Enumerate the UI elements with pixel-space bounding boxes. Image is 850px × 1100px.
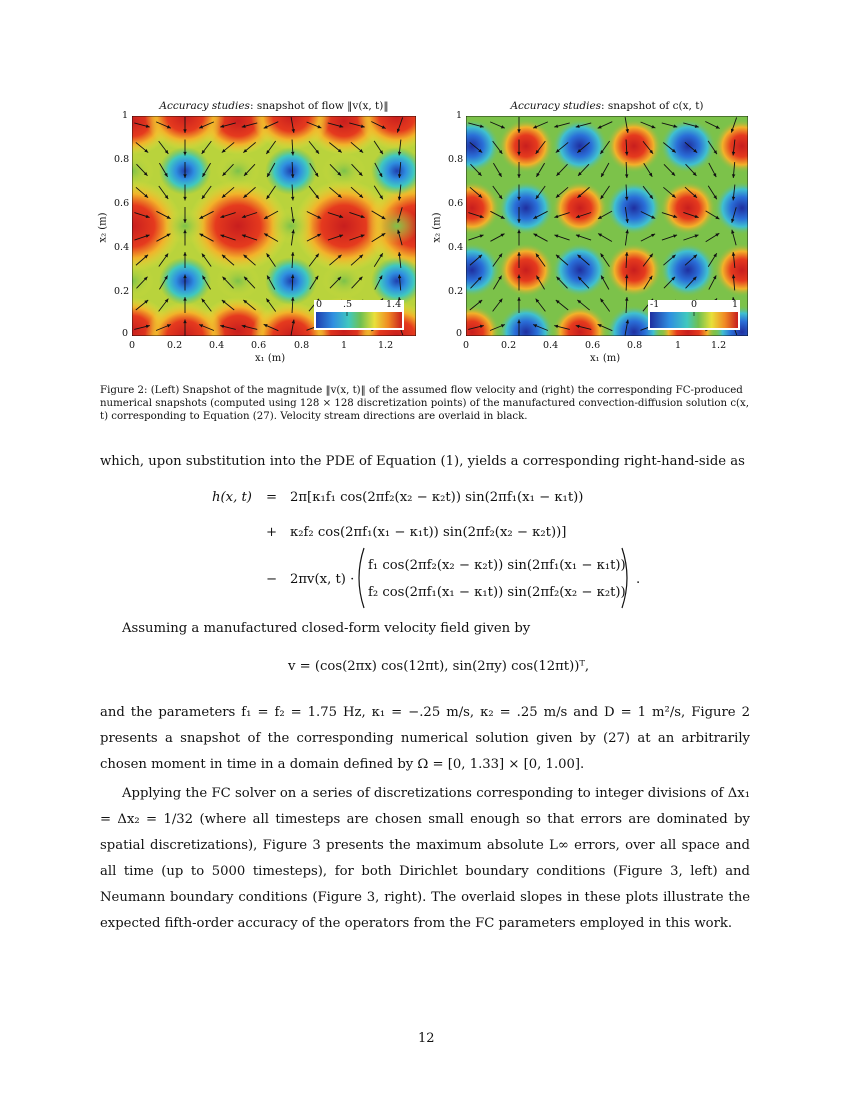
paragraph-3: and the parameters f₁ = f₂ = 1.75 Hz, κ₁ = −.25 m/s, κ₂ = .25 m/s and D = 1 m²/s, Figure 2 presents a snapshot of the corresponding numerical solution given by (27) at an arbitrarily chosen moment in time in a domain defined by Ω = [0, 1.33] × [0, 1.00].: [100, 705, 750, 772]
right-xtick-3: 0.6: [585, 340, 601, 351]
page-number: 12: [418, 1031, 435, 1046]
eq-h-vector-row2: f₂ cos(2πf₁(x₁ − κ₁t)) sin(2πf₂(x₂ − κ₂t)): [368, 585, 626, 600]
right-xtick-4: 0.8: [627, 340, 643, 351]
right-colorbar-tick-0: -1: [650, 299, 660, 310]
paragraph-2: Assuming a manufactured closed-form velocity field given by: [122, 621, 531, 636]
eq-h-line2: κ₂f₂ cos(2πf₁(x₁ − κ₁t)) sin(2πf₂(x₂ − κ₂t))]: [290, 525, 567, 540]
eq-h-line3-prefix: 2πv(x, t) ·: [290, 572, 355, 587]
right-xtick-0: 0: [463, 340, 470, 351]
left-xtick-5: 1: [341, 340, 348, 351]
eq-h-line1: 2π[κ₁f₁ cos(2πf₂(x₂ − κ₂t)) sin(2πf₁(x₁ − κ₁t)): [290, 490, 584, 505]
left-colorbar-tick-0: 0: [316, 299, 323, 310]
right-xtick-1: 0.2: [501, 340, 517, 351]
left-xtick-1: 0.2: [167, 340, 183, 351]
right-plot-title: Accuracy studies: snapshot of c(x, t): [510, 100, 704, 112]
eq-h-vector-row1: f₁ cos(2πf₂(x₂ − κ₂t)) sin(2πf₁(x₁ − κ₁t)): [368, 558, 626, 573]
right-xtick-5: 1: [675, 340, 682, 351]
right-ytick-5: 1: [456, 110, 463, 121]
left-ylabel: x₂ (m): [97, 212, 109, 243]
left-colorbar-tick-1: .5: [343, 299, 353, 310]
left-ytick-1: 0.2: [114, 286, 130, 297]
right-colorbar-tick-1: 0: [691, 299, 698, 310]
right-xtick-6: 1.2: [711, 340, 727, 351]
right-ylabel: x₂ (m): [431, 212, 443, 243]
eq-h-equals: =: [266, 490, 278, 505]
right-ytick-3: 0.6: [448, 198, 464, 209]
eq-h-op2: +: [266, 525, 278, 540]
right-ytick-4: 0.8: [448, 154, 464, 165]
eq-h-op3: −: [266, 572, 278, 587]
right-xtick-2: 0.4: [543, 340, 559, 351]
right-ytick-0: 0: [456, 328, 463, 339]
left-xtick-0: 0: [129, 340, 136, 351]
left-ytick-4: 0.8: [114, 154, 130, 165]
figure-caption: Figure 2: (Left) Snapshot of the magnitude ‖v(x, t)‖ of the assumed flow velocity and (right) the corresponding FC-produced numerical snapshots (computed using 128 × 128 discretization points) of the manufactured convection-diffusion solution c(x, t) corresponding to Equation (27). Velocity stream directions are overlaid in black.: [100, 385, 750, 422]
left-colorbar-tick-2: 1.4: [386, 299, 402, 310]
left-ytick-5: 1: [122, 110, 129, 121]
right-ytick-2: 0.4: [448, 242, 464, 253]
eq-h-end: .: [636, 572, 641, 587]
left-xtick-3: 0.6: [251, 340, 267, 351]
eq-velocity: v = (cos(2πx) cos(12πt), sin(2πy) cos(12πt))ᵀ,: [288, 659, 590, 674]
left-flow-magnitude-plot: [132, 116, 416, 336]
left-xlabel: x₁ (m): [255, 353, 286, 364]
left-colorbar: [316, 312, 402, 328]
left-ytick-0: 0: [122, 328, 129, 339]
right-concentration-plot: [466, 116, 748, 336]
left-ytick-2: 0.4: [114, 242, 130, 253]
eq-h-lhs: h(x, t): [212, 490, 252, 505]
paragraph-1: which, upon substitution into the PDE of Equation (1), yields a corresponding right-hand-side as: [100, 454, 745, 469]
left-xtick-4: 0.8: [294, 340, 310, 351]
eq-vector-parens: [354, 546, 634, 610]
paragraph-4: Applying the FC solver on a series of discretizations corresponding to integer divisions of Δx₁ = Δx₂ = 1/32 (where all timesteps are chosen small enough so that errors are dominated by spatial discretizations), Figure 3 presents the maximum absolute L∞ errors, over all space and all time (up to 5000 timesteps), for both Dirichlet boundary conditions (Figure 3, left) and Neumann boundary conditions (Figure 3, right). The overlaid slopes in these plots illustrate the expected fifth-order accuracy of the operators from the FC parameters employed in this work.: [100, 786, 750, 931]
left-plot-title: Accuracy studies: snapshot of flow ‖v(x, t)‖: [159, 100, 389, 112]
right-xlabel: x₁ (m): [590, 353, 621, 364]
left-xtick-6: 1.2: [378, 340, 394, 351]
left-ytick-3: 0.6: [114, 198, 130, 209]
right-ytick-1: 0.2: [448, 286, 464, 297]
left-xtick-2: 0.4: [209, 340, 225, 351]
right-colorbar-tick-2: 1: [732, 299, 739, 310]
